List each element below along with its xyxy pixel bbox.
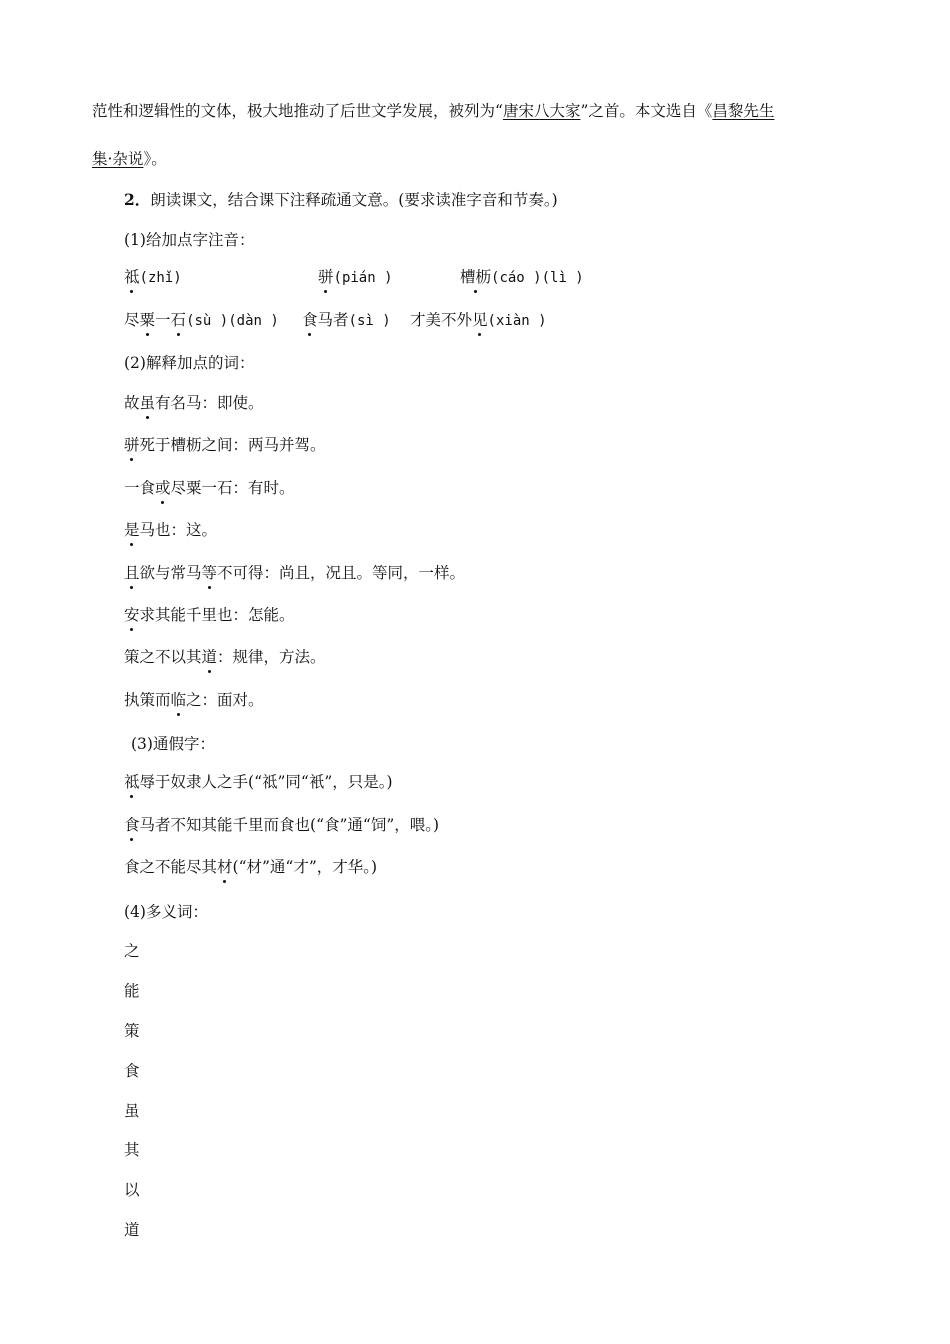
dotted-char: 且	[124, 564, 140, 582]
book-title: 集·杂说	[92, 150, 144, 168]
pinyin-row-1	[124, 267, 182, 288]
intro-text: ”之首。本文选自《	[580, 102, 713, 120]
intro-text: 范性和逻辑性的文体，极大地推动了后世文学发展，被列为“	[92, 102, 503, 120]
explain-item	[124, 520, 217, 540]
dotted-char: 粟	[139, 311, 156, 329]
dotted-char: 或	[155, 479, 171, 497]
dotted-char: 食	[124, 816, 140, 834]
book-title: 昌黎先生	[712, 102, 775, 120]
plain-text: 辱于奴隶人之手(“祗”同“衹”，只是。)	[139, 773, 393, 791]
dotted-char: 食	[302, 311, 318, 329]
plain-text: 食之不能尽其	[124, 858, 218, 876]
plain-text: 故	[124, 394, 140, 412]
plain-text: 策之不以其	[124, 648, 202, 666]
explain-item	[124, 435, 326, 455]
plain-text: 之：面对。	[186, 691, 264, 709]
intro-line-2	[92, 149, 167, 169]
dotted-char: 是	[124, 521, 140, 539]
plain-text: 不可得：尚且，况且。等同，一样。	[217, 564, 466, 582]
intro-text: 》。	[143, 150, 167, 168]
plain-text: ：规律，方法。	[217, 648, 326, 666]
plain-text: 执策而	[124, 691, 171, 709]
dotted-char: 祗	[124, 268, 140, 286]
intro-line-1	[92, 101, 774, 121]
plain-char: 马者	[317, 311, 349, 329]
explain-item	[124, 478, 295, 498]
tongjia-item	[124, 772, 393, 792]
plain-char: 才美不外	[410, 311, 473, 329]
explain-item	[124, 563, 465, 583]
plain-text: 马者不知其能千里而食也(“食”通“饲”，喂。)	[139, 816, 440, 834]
dotted-char: 道	[201, 648, 218, 666]
duoyi-word: 能	[124, 982, 140, 1000]
pinyin-heading: (1)给加点字注音：	[124, 231, 255, 249]
dotted-char: 骈	[124, 436, 140, 454]
pinyin-row-2b	[302, 310, 391, 331]
pinyin: (xiàn )	[487, 313, 547, 329]
duoyi-word: 道	[124, 1221, 140, 1239]
duoyi-word: 以	[124, 1181, 140, 1199]
tongjia-item	[124, 815, 439, 835]
pinyin: (pián )	[333, 270, 393, 286]
dotted-char: 材	[217, 858, 233, 876]
pinyin: (sù )(dàn )	[186, 313, 279, 329]
dotted-char: 见	[472, 311, 488, 329]
question-text: 朗读课文，结合课下注释疏通文意。(要求读准字音和节奏。)	[150, 191, 558, 209]
duoyi-word: 之	[124, 942, 140, 960]
explain-item	[124, 647, 326, 667]
pinyin-row-1b	[318, 267, 393, 288]
plain-text: 一食	[124, 479, 156, 497]
dotted-char: 等	[201, 564, 218, 582]
duoyi-heading: (4)多义词：	[124, 903, 208, 921]
duoyi-word: 食	[124, 1062, 140, 1080]
plain-text: 有名马：即使。	[155, 394, 264, 412]
pinyin: (sì )	[348, 313, 391, 329]
plain-char: 一	[155, 311, 171, 329]
duoyi-word: 其	[124, 1141, 140, 1159]
dotted-char: 安	[124, 606, 140, 624]
duoyi-word: 策	[124, 1022, 140, 1040]
explain-item	[124, 605, 295, 625]
dotted-char: 虽	[139, 394, 156, 412]
plain-text: (“材”通“才”，才华。)	[232, 858, 378, 876]
plain-text: 死于槽枥之间：两马并驾。	[139, 436, 326, 454]
pinyin: (zhǐ)	[139, 270, 182, 286]
explain-heading: (2)解释加点的词：	[124, 354, 255, 372]
tongjia-item	[124, 857, 377, 877]
plain-text: 尽粟一石：有时。	[170, 479, 295, 497]
dotted-char: 槽枥	[460, 268, 492, 286]
pinyin: (cáo )(lì )	[491, 270, 584, 286]
dotted-char: 骈	[318, 268, 334, 286]
tang-song-term: 唐宋八大家	[502, 102, 581, 120]
pinyin-row-1c	[460, 267, 584, 288]
explain-item	[124, 690, 264, 710]
dotted-char: 石	[170, 311, 187, 329]
plain-text: 马也：这。	[139, 521, 218, 539]
pinyin-row-2	[124, 310, 279, 331]
dotted-char: 祗	[124, 773, 140, 791]
question-2	[124, 190, 558, 210]
tongjia-heading: (3)通假字：	[131, 735, 215, 753]
explain-item	[124, 393, 264, 413]
plain-text: 欲与常马	[139, 564, 202, 582]
plain-text: 求其能千里也：怎能。	[139, 606, 295, 624]
pinyin-row-2c	[410, 310, 547, 331]
plain-char: 尽	[124, 311, 140, 329]
duoyi-word: 虽	[124, 1102, 140, 1120]
dotted-char: 临	[170, 691, 187, 709]
question-number: 2．	[124, 190, 151, 209]
